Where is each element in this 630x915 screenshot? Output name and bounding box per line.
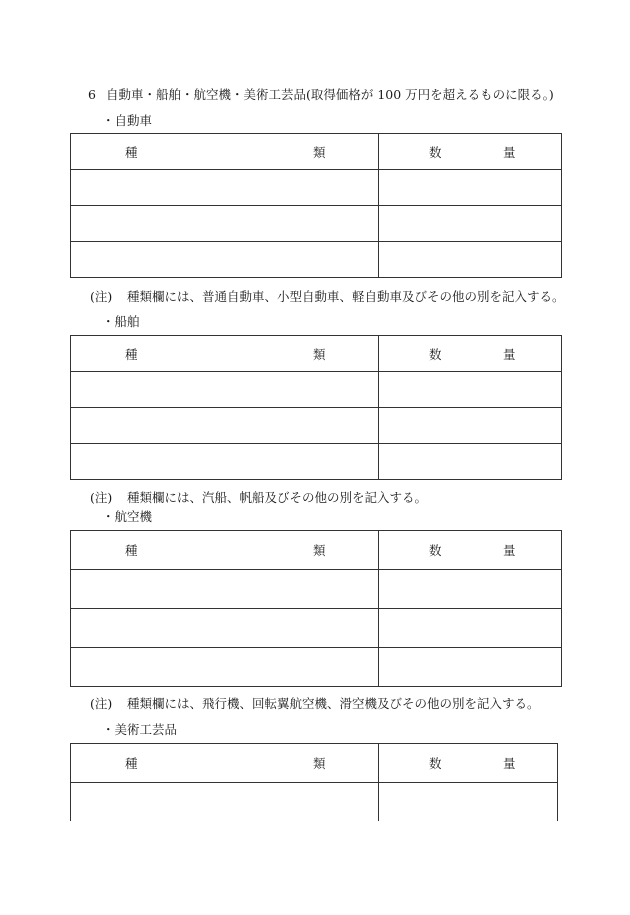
note-ship [90, 488, 427, 506]
table-automobile [70, 133, 562, 278]
quantity-cell[interactable] [379, 170, 562, 206]
quantity-cell[interactable] [379, 372, 562, 408]
quantity-cell[interactable] [379, 242, 562, 278]
table-row [71, 408, 562, 444]
table-header-row [71, 531, 562, 570]
header-kind: 種 類 [71, 531, 379, 570]
note-mark: (注) [90, 696, 113, 711]
quantity-cell[interactable] [379, 206, 562, 242]
table-aircraft [70, 530, 562, 687]
label-ship: ・船舶 [102, 314, 140, 329]
note-text: 種類欄には、飛行機、回転翼航空機、滑空機及びその他の別を記入する。 [127, 696, 540, 711]
quantity-cell[interactable] [379, 783, 558, 821]
kind-cell[interactable] [71, 408, 379, 444]
table-header-row [71, 744, 558, 783]
quantity-cell[interactable] [379, 408, 562, 444]
label-automobile: ・自動車 [102, 113, 153, 128]
note-aircraft [90, 694, 540, 712]
header-quantity: 数 量 [379, 531, 562, 570]
kind-cell[interactable] [71, 783, 379, 821]
table-header-row [71, 134, 562, 170]
table-row [71, 242, 562, 278]
section-number: 6 [88, 87, 96, 102]
table-row [71, 648, 562, 687]
kind-cell[interactable] [71, 570, 379, 609]
kind-cell[interactable] [71, 609, 379, 648]
table-row [71, 206, 562, 242]
label-aircraft: ・航空機 [102, 509, 153, 524]
table-row [71, 372, 562, 408]
note-automobile [90, 287, 565, 305]
table-row [71, 170, 562, 206]
header-kind: 種 類 [71, 744, 379, 783]
note-text: 種類欄には、普通自動車、小型自動車、軽自動車及びその他の別を記入する。 [127, 289, 565, 304]
quantity-cell[interactable] [379, 648, 562, 687]
table-ship [70, 335, 562, 480]
section-title: 自動車・船舶・航空機・美術工芸品(取得価格が 100 万円を超えるものに限る。) [106, 87, 554, 102]
note-mark: (注) [90, 289, 113, 304]
table-art-craft [70, 743, 558, 821]
table-row [71, 783, 558, 821]
section-heading [88, 85, 554, 103]
table-row [71, 570, 562, 609]
header-kind: 種 類 [71, 336, 379, 372]
quantity-cell[interactable] [379, 609, 562, 648]
kind-cell[interactable] [71, 170, 379, 206]
header-kind: 種 類 [71, 134, 379, 170]
table-header-row [71, 336, 562, 372]
kind-cell[interactable] [71, 444, 379, 480]
header-quantity: 数 量 [379, 134, 562, 170]
kind-cell[interactable] [71, 372, 379, 408]
kind-cell[interactable] [71, 206, 379, 242]
header-quantity: 数 量 [379, 744, 558, 783]
quantity-cell[interactable] [379, 444, 562, 480]
table-row [71, 444, 562, 480]
kind-cell[interactable] [71, 242, 379, 278]
label-art-craft: ・美術工芸品 [102, 722, 178, 737]
table-row [71, 609, 562, 648]
quantity-cell[interactable] [379, 570, 562, 609]
note-mark: (注) [90, 490, 113, 505]
header-quantity: 数 量 [379, 336, 562, 372]
note-text: 種類欄には、汽船、帆船及びその他の別を記入する。 [127, 490, 428, 505]
kind-cell[interactable] [71, 648, 379, 687]
